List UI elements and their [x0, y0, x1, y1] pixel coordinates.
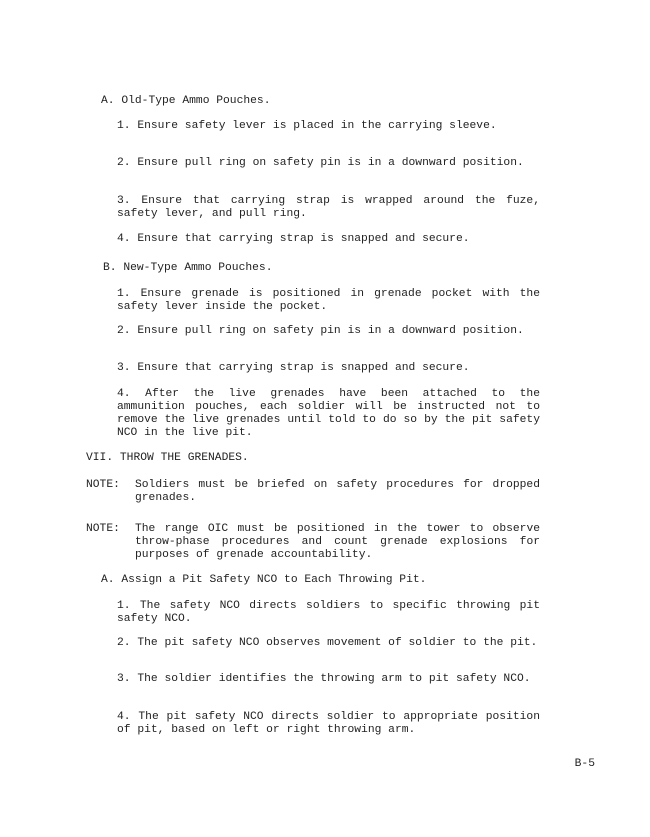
- new-pouch-step-3: 3. Ensure that carrying strap is snapped and secure.: [117, 362, 470, 374]
- note-text: Soldiers must be briefed on safety procedures for dropped grenades.: [135, 479, 540, 504]
- old-pouch-step-3: 3. Ensure that carrying strap is wrapped around the fuze, safety lever, and pull ring.: [117, 195, 540, 220]
- old-pouch-step-2: 2. Ensure pull ring on safety pin is in a downward position.: [117, 157, 524, 169]
- note-text: The range OIC must be positioned in the tower to observe throw-phase procedures and count grenade explosions for purposes of grenade accountability.: [135, 523, 540, 561]
- heading-assign-pit-safety-nco: A. Assign a Pit Safety NCO to Each Throwing Pit.: [101, 574, 427, 586]
- note-range-oic: [86, 523, 540, 562]
- new-pouch-step-1: 1. Ensure grenade is positioned in grenade pocket with the safety lever inside the pocket.: [117, 288, 540, 313]
- note-label: NOTE:: [86, 523, 120, 535]
- note-dropped-grenades: [86, 479, 540, 505]
- heading-throw-the-grenades: VII. THROW THE GRENADES.: [86, 452, 249, 464]
- old-pouch-step-4: 4. Ensure that carrying strap is snapped and secure.: [117, 233, 470, 245]
- pit-step-3: 3. The soldier identifies the throwing arm to pit safety NCO.: [117, 673, 531, 685]
- old-pouch-step-1: 1. Ensure safety lever is placed in the carrying sleeve.: [117, 120, 497, 132]
- note-label: NOTE:: [86, 479, 120, 491]
- heading-old-type-ammo-pouches: A. Old-Type Ammo Pouches.: [101, 95, 271, 107]
- pit-step-4: 4. The pit safety NCO directs soldier to appropriate position of pit, based on left or right throwing arm.: [117, 711, 540, 736]
- heading-new-type-ammo-pouches: B. New-Type Ammo Pouches.: [103, 262, 273, 274]
- new-pouch-step-4: 4. After the live grenades have been attached to the ammunition pouches, each soldier will be instructed not to remove the live grenades until told to do so by the pit safety NCO in the live pit.: [117, 388, 540, 439]
- page-number: B-5: [574, 758, 595, 770]
- pit-step-2: 2. The pit safety NCO observes movement of soldier to the pit.: [117, 637, 538, 649]
- pit-step-1: 1. The safety NCO directs soldiers to specific throwing pit safety NCO.: [117, 600, 540, 625]
- new-pouch-step-2: 2. Ensure pull ring on safety pin is in a downward position.: [117, 325, 524, 337]
